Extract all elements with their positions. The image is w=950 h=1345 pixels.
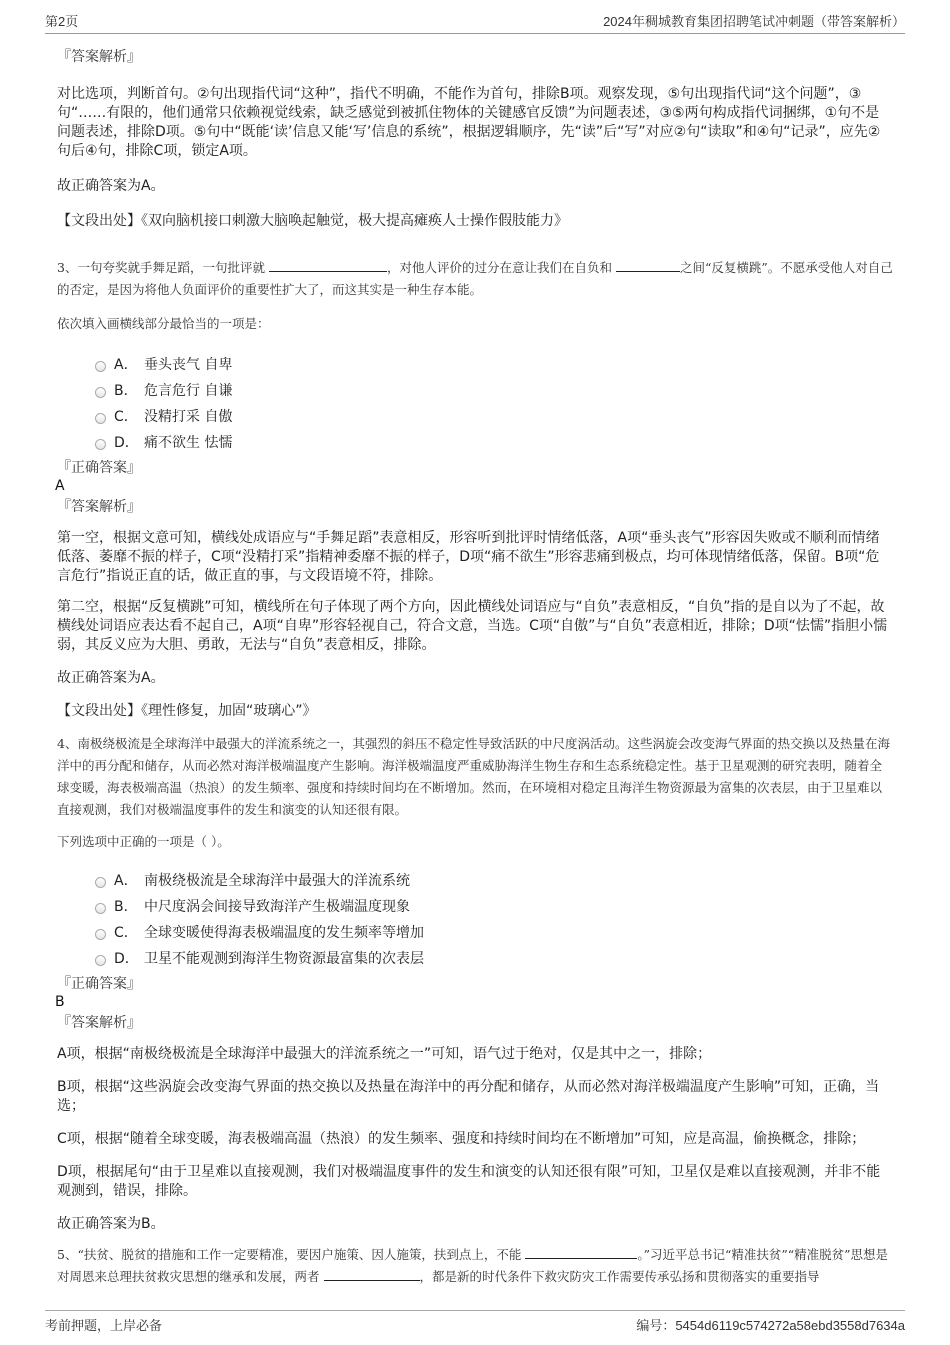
- question-4-prompt: 下列选项中正确的一项是（ ）。: [57, 834, 230, 849]
- analysis-text-1: 第一空，根据文意可知，横线处成语应与“手舞足蹈”表意相反，形容听到批评时情绪低落，A项“垂头丧气”形容因失败或不顺利而情绪低落、萎靡不振的样子，C项“没精打采”指精神委靡不振的样子，D项“痛不欲生”形容悲痛到极点，均可体现情绪低落，保留。B项“危言危行”指说正直的话，做正直的事，与文段语境不符，排除。: [57, 530, 880, 584]
- analysis-text-2: 第二空，根据“反复横跳”可知，横线所在句子体现了两个方向，因此横线处词语应与“自负”表意相反，“自负”指的是自以为了不起，故横线处词语应表达看不起自己，A项“自卑”形容轻视自己，符合文意，当选。C项“自傲”与“自负”表意相近，排除；D项“怯懦”指胆小懦弱，其反义应为大胆、勇敢，无法与“自负”表意相反，排除。: [57, 599, 888, 653]
- analysis-label: 『答案解析』: [57, 49, 141, 65]
- analysis-option-d: D项，根据尾句“由于卫星难以直接观测，我们对极端温度事件的发生和演变的认知还很有限”可知，卫星仅是难以直接观测，并非不能观测到，错误，排除。: [57, 1164, 881, 1199]
- radio-button[interactable]: [95, 413, 106, 424]
- option-d[interactable]: D． 痛不欲生 怯懦: [57, 429, 893, 455]
- page-footer: [45, 1310, 905, 1334]
- footer-slogan: 考前押题，上岸必备: [45, 1318, 163, 1333]
- analysis-text: 对比选项，判断首句。②句出现指代词“这种”，指代不明确，不能作为首句，排除B项。观察发现，⑤句出现指代词“这个问题”，③句“……有限的，他们通常只依赖视觉线索，缺乏感觉到被抓住物体的关键感官反馈”为问题表述，③⑤两句构成指代词捆绑，①句不是问题表述，排除D项。⑤句中“既能‘读’信息又能‘写’信息的系统”，根据逻辑顺序，先“读”后“写”对应②句“读取”和④句“记录”，应先②句后④句，排除C项，锁定A项。: [57, 86, 881, 159]
- question-3-prompt: 依次填入画横线部分最恰当的一项是：: [57, 316, 270, 331]
- analysis-option-c: C项，根据“随着全球变暖，海表极端高温（热浪）的发生频率、强度和持续时间均在不断增加”可知，应是高温，偷换概念，排除；: [57, 1131, 866, 1147]
- analysis-label: 『答案解析』: [57, 499, 141, 515]
- analysis-label: 『答案解析』: [57, 1015, 141, 1031]
- page-header: [45, 12, 905, 34]
- blank-1: [269, 260, 387, 272]
- option-c[interactable]: C． 没精打采 自傲: [57, 403, 893, 429]
- analysis-option-b: B项，根据“这些涡旋会改变海气界面的热交换以及热量在海洋中的再分配和储存，从而必然对海洋极端温度产生影响”可知，正确，当选；: [57, 1079, 880, 1114]
- radio-button[interactable]: [95, 361, 106, 372]
- correct-answer-label: 『正确答案』: [57, 976, 141, 992]
- document-id: 编号：5454d6119c574272a58ebd3558d7634a: [636, 1318, 905, 1333]
- option-a[interactable]: A． 南极绕极流是全球海洋中最强大的洋流系统: [57, 867, 893, 893]
- option-b[interactable]: B． 危言危行 自谦: [57, 377, 893, 403]
- conclusion-text: 故正确答案为A。: [57, 178, 165, 194]
- question-3-options: [57, 351, 893, 455]
- radio-button[interactable]: [95, 387, 106, 398]
- correct-answer: B: [55, 994, 65, 1010]
- radio-button[interactable]: [95, 877, 106, 888]
- document-title: 2024年稠城教育集团招聘笔试冲刺题（带答案解析）: [603, 14, 905, 29]
- blank-1: [525, 1247, 637, 1259]
- option-d[interactable]: D． 卫星不能观测到海洋生物资源最富集的次表层: [57, 945, 893, 971]
- option-c[interactable]: C． 全球变暖使得海表极端温度的发生频率等增加: [57, 919, 893, 945]
- blank-2: [324, 1269, 420, 1281]
- blank-2: [616, 260, 680, 272]
- radio-button[interactable]: [95, 903, 106, 914]
- source-text: 【文段出处】《理性修复，加固“玻璃心”》: [57, 703, 317, 719]
- correct-answer: A: [55, 478, 65, 494]
- radio-button[interactable]: [95, 929, 106, 940]
- page-number: 第2页: [45, 14, 79, 29]
- source-text: 【文段出处】《双向脑机接口刺激大脑唤起触觉，极大提高瘫痪人士操作假肢能力》: [57, 213, 568, 229]
- question-5-stem: 5、“扶贫、脱贫的措施和工作一定要精准，要因户施策、因人施策，扶到点上，不能 。”习近平总书记“精准扶贫”“精准脱贫”思想是对周恩来总理扶贫救灾思想的继承和发展，两者 ，都是新的时代条件下救灾防灾工作需要传承弘扬和贯彻落实的重要指导: [57, 1247, 889, 1284]
- question-4-options: [57, 867, 893, 971]
- question-4-stem: 4、南极绕极流是全球海洋中最强大的洋流系统之一，其强烈的斜压不稳定性导致活跃的中尺度涡活动。这些涡旋会改变海气界面的热交换以及热量在海洋中的再分配和储存，从而必然对海洋极端温度产生影响。海洋极端温度严重威胁海洋生物生存和生态系统稳定性。基于卫星观测的研究表明，随着全球变暖，海表极端高温（热浪）的发生频率、强度和持续时间均在不断增加。然而，在环境相对稳定且海洋生物资源最为富集的次表层，由于卫星难以直接观测，我们对极端温度事件的发生和演变的认知还很有限。: [57, 736, 890, 817]
- analysis-option-a: A项，根据“南极绕极流是全球海洋中最强大的洋流系统之一”可知，语气过于绝对，仅是其中之一，排除；: [57, 1046, 712, 1062]
- document-body: [57, 46, 893, 1288]
- conclusion-text: 故正确答案为A。: [57, 670, 165, 686]
- radio-button[interactable]: [95, 439, 106, 450]
- option-a[interactable]: A． 垂头丧气 自卑: [57, 351, 893, 377]
- conclusion-text: 故正确答案为B。: [57, 1216, 165, 1232]
- question-3-stem: 3、一句夸奖就手舞足蹈，一句批评就 ，对他人评价的过分在意让我们在自负和 之间“反复横跳”。不愿承受他人对自己的否定，是因为将他人负面评价的重要性扩大了，而这其实是一种生存本能。: [57, 260, 893, 297]
- option-b[interactable]: B． 中尺度涡会间接导致海洋产生极端温度现象: [57, 893, 893, 919]
- radio-button[interactable]: [95, 955, 106, 966]
- correct-answer-label: 『正确答案』: [57, 460, 141, 476]
